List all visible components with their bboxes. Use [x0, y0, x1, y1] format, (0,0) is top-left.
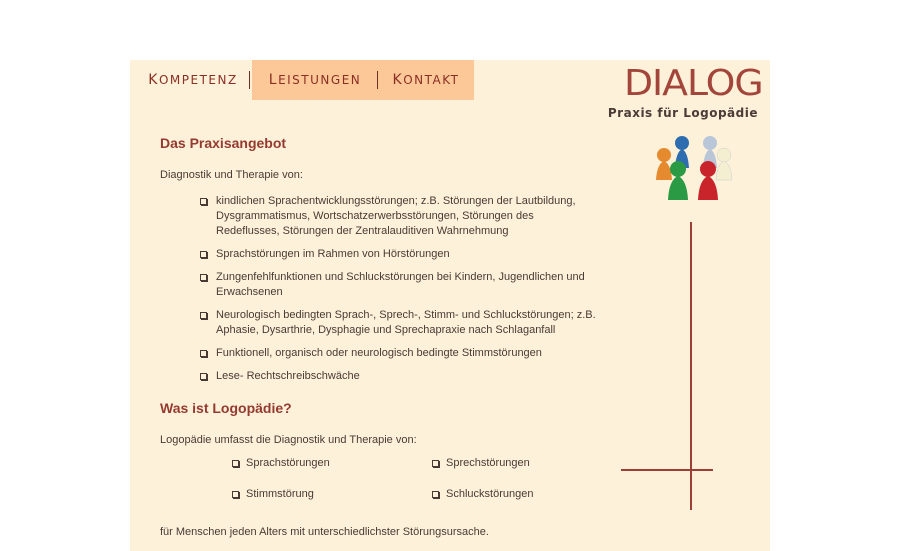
nav-item-kontakt[interactable]: [382, 60, 470, 100]
nav-label-initial: K: [392, 72, 404, 88]
service-list: [200, 194, 600, 392]
nav-label: ONTAKT: [403, 73, 460, 87]
nav-item-kompetenz[interactable]: [138, 60, 248, 100]
nav-label: OMPETENZ: [158, 73, 238, 87]
section-intro: Diagnostik und Therapie von:: [160, 169, 303, 181]
decorative-horizontal-line: [621, 469, 713, 471]
section-title-praxisangebot: Das Praxisangebot: [160, 135, 287, 151]
list-item: Lese- Rechtschreibschwäche: [200, 369, 600, 384]
dialog-logo[interactable]: [607, 63, 764, 120]
nav-item-leistungen[interactable]: [254, 60, 376, 100]
nav-label-initial: K: [148, 72, 159, 88]
list-item: Neurologisch bedingten Sprach-, Sprech-, Stimm- und Schluckstörungen; z.B. Aphasie, Dysarthrie, Dysphagie und Sprechapraxie nach Schlaganfall: [200, 308, 600, 338]
section-footer-text: für Menschen jeden Alters mit unterschiedlichster Störungsursache.: [160, 526, 489, 538]
logo-subtitle: Praxis für Logopädie: [607, 106, 758, 120]
nav-label: EISTUNGEN: [278, 73, 362, 87]
nav-separator: [377, 71, 378, 89]
list-item: Zungenfehlfunktionen und Schluckstörungen bei Kindern, Jugendlichen und Erwachsenen: [200, 270, 600, 300]
nav-separator: [249, 71, 250, 89]
section-title-logopaedie: Was ist Logopädie?: [160, 400, 292, 416]
nav-label-initial: L: [268, 72, 279, 88]
section-intro: Logopädie umfasst die Diagnostik und Therapie von:: [160, 434, 417, 446]
logo-wordmark: DIALOG: [624, 63, 763, 104]
page-panel: [130, 60, 770, 551]
list-item: Sprechstörungen: [432, 457, 530, 469]
decorative-vertical-line: [690, 222, 692, 510]
list-item: Sprachstörungen im Rahmen von Hörstörungen: [200, 247, 600, 262]
list-item: Sprachstörungen: [232, 457, 330, 469]
list-item: Funktionell, organisch oder neurologisch bedingte Stimmstörungen: [200, 346, 600, 361]
list-item: kindlichen Sprachentwicklungsstörungen; z.B. Störungen der Lautbildung, Dysgrammatismus, Wortschatzerwerbsstörungen, Störungen des Redeflusses, Störungen der Zentralauditiven Wahrnehmung: [200, 194, 600, 239]
game-pieces-icon: [648, 134, 740, 206]
list-item: Stimmstörung: [232, 488, 314, 500]
list-item: Schluckstörungen: [432, 488, 533, 500]
